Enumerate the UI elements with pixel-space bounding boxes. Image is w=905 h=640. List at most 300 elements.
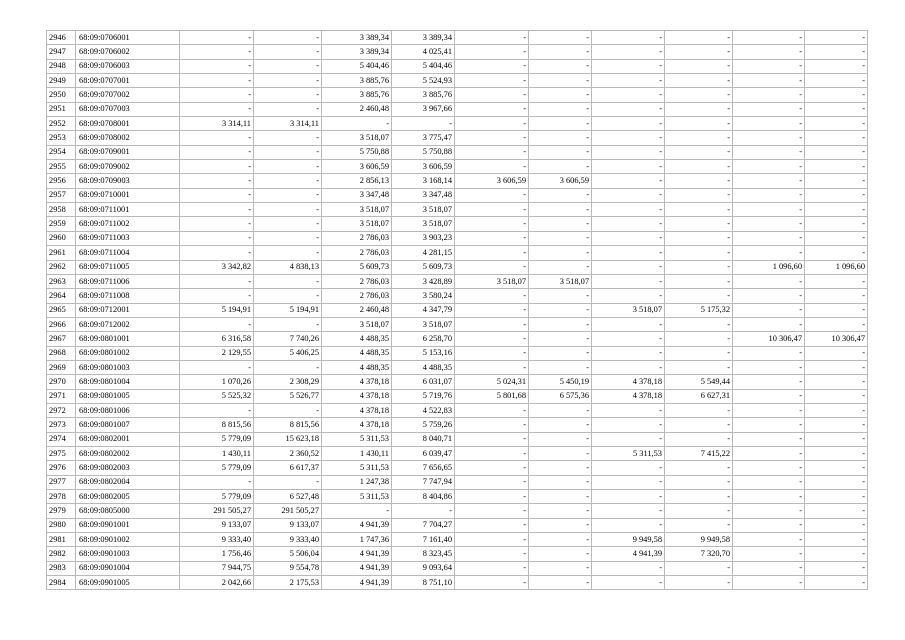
value-cell: -: [733, 303, 805, 317]
value-cell: -: [805, 31, 868, 45]
value-cell: 5 719,76: [392, 389, 455, 403]
value-cell: -: [455, 260, 529, 274]
value-cell: -: [805, 504, 868, 518]
value-cell: -: [592, 403, 665, 417]
value-cell: -: [180, 174, 254, 188]
value-cell: 4 378,18: [322, 403, 392, 417]
row-number-cell: 2954: [47, 145, 76, 159]
value-cell: -: [665, 31, 733, 45]
value-cell: -: [665, 490, 733, 504]
value-cell: -: [529, 160, 592, 174]
table-row: [47, 475, 868, 489]
value-cell: -: [455, 518, 529, 532]
value-cell: -: [529, 561, 592, 575]
value-cell: 7 415,22: [665, 446, 733, 460]
value-cell: -: [805, 547, 868, 561]
value-cell: -: [254, 203, 322, 217]
value-cell: -: [805, 576, 868, 590]
value-cell: -: [455, 418, 529, 432]
value-cell: -: [180, 360, 254, 374]
value-cell: -: [592, 203, 665, 217]
value-cell: -: [455, 289, 529, 303]
value-cell: -: [592, 174, 665, 188]
value-cell: -: [455, 131, 529, 145]
table-row: [47, 317, 868, 331]
value-cell: -: [529, 145, 592, 159]
value-cell: -: [665, 360, 733, 374]
value-cell: -: [805, 59, 868, 73]
value-cell: 3 347,48: [392, 188, 455, 202]
value-cell: -: [529, 102, 592, 116]
row-number-cell: 2947: [47, 45, 76, 59]
value-cell: -: [529, 188, 592, 202]
value-cell: -: [254, 360, 322, 374]
value-cell: -: [254, 217, 322, 231]
value-cell: -: [529, 332, 592, 346]
table-row: [47, 160, 868, 174]
value-cell: -: [733, 174, 805, 188]
value-cell: -: [805, 446, 868, 460]
value-cell: -: [665, 260, 733, 274]
value-cell: -: [455, 475, 529, 489]
cadastral-code-cell: 68:09:0801003: [76, 360, 180, 374]
value-cell: -: [805, 303, 868, 317]
value-cell: -: [529, 533, 592, 547]
table-row: [47, 74, 868, 88]
table-row: [47, 231, 868, 245]
cadastral-code-cell: 68:09:0707002: [76, 88, 180, 102]
value-cell: -: [733, 45, 805, 59]
value-cell: 8 040,71: [392, 432, 455, 446]
value-cell: 9 949,58: [665, 533, 733, 547]
row-number-cell: 2974: [47, 432, 76, 446]
value-cell: 3 518,07: [322, 317, 392, 331]
value-cell: 3 518,07: [322, 203, 392, 217]
value-cell: -: [665, 289, 733, 303]
table-row: [47, 346, 868, 360]
value-cell: 6 627,31: [665, 389, 733, 403]
value-cell: -: [455, 217, 529, 231]
value-cell: 1 430,11: [322, 446, 392, 460]
value-cell: 8 323,45: [392, 547, 455, 561]
value-cell: -: [254, 231, 322, 245]
value-cell: -: [592, 518, 665, 532]
value-cell: 5 406,25: [254, 346, 322, 360]
value-cell: -: [665, 403, 733, 417]
value-cell: 5 750,88: [392, 145, 455, 159]
value-cell: 2 856,13: [322, 174, 392, 188]
table-row: [47, 490, 868, 504]
value-cell: 8 404,86: [392, 490, 455, 504]
cadastral-code-cell: 68:09:0805000: [76, 504, 180, 518]
value-cell: -: [733, 561, 805, 575]
table-row: [47, 461, 868, 475]
value-cell: -: [592, 346, 665, 360]
row-number-cell: 2955: [47, 160, 76, 174]
row-number-cell: 2979: [47, 504, 76, 518]
value-cell: -: [180, 246, 254, 260]
value-cell: -: [733, 346, 805, 360]
value-cell: -: [733, 246, 805, 260]
value-cell: -: [733, 188, 805, 202]
value-cell: -: [733, 102, 805, 116]
value-cell: -: [455, 561, 529, 575]
value-cell: -: [733, 518, 805, 532]
value-cell: 3 428,89: [392, 274, 455, 288]
value-cell: 6 575,36: [529, 389, 592, 403]
value-cell: -: [254, 160, 322, 174]
value-cell: -: [592, 576, 665, 590]
value-cell: 2 460,48: [322, 102, 392, 116]
cadastral-code-cell: 68:09:0708001: [76, 117, 180, 131]
value-cell: -: [592, 88, 665, 102]
cadastral-code-cell: 68:09:0711004: [76, 246, 180, 260]
value-cell: -: [180, 403, 254, 417]
table-row: [47, 518, 868, 532]
value-cell: -: [592, 31, 665, 45]
value-cell: 4 941,39: [322, 561, 392, 575]
value-cell: 5 404,46: [392, 59, 455, 73]
value-cell: -: [665, 102, 733, 116]
row-number-cell: 2984: [47, 576, 76, 590]
value-cell: -: [529, 576, 592, 590]
value-cell: 291 505,27: [254, 504, 322, 518]
value-cell: -: [455, 246, 529, 260]
value-cell: 8 815,56: [180, 418, 254, 432]
value-cell: -: [529, 88, 592, 102]
value-cell: -: [665, 504, 733, 518]
value-cell: -: [180, 31, 254, 45]
value-cell: -: [592, 145, 665, 159]
table-row: [47, 88, 868, 102]
value-cell: 5 024,31: [455, 375, 529, 389]
value-cell: -: [665, 432, 733, 446]
value-cell: 7 747,94: [392, 475, 455, 489]
value-cell: -: [455, 59, 529, 73]
value-cell: -: [455, 88, 529, 102]
value-cell: -: [592, 504, 665, 518]
value-cell: -: [180, 231, 254, 245]
value-cell: -: [529, 303, 592, 317]
value-cell: 5 524,93: [392, 74, 455, 88]
value-cell: -: [592, 490, 665, 504]
row-number-cell: 2961: [47, 246, 76, 260]
value-cell: -: [254, 102, 322, 116]
value-cell: -: [665, 145, 733, 159]
value-cell: 2 460,48: [322, 303, 392, 317]
value-cell: -: [733, 231, 805, 245]
value-cell: 7 944,75: [180, 561, 254, 575]
value-cell: -: [665, 131, 733, 145]
value-cell: -: [180, 274, 254, 288]
value-cell: -: [805, 418, 868, 432]
value-cell: 6 039,47: [392, 446, 455, 460]
value-cell: -: [733, 461, 805, 475]
value-cell: -: [592, 231, 665, 245]
value-cell: 2 786,03: [322, 274, 392, 288]
table-row: [47, 260, 868, 274]
cadastral-code-cell: 68:09:0712001: [76, 303, 180, 317]
value-cell: -: [592, 561, 665, 575]
value-cell: -: [529, 346, 592, 360]
value-cell: -: [665, 317, 733, 331]
row-number-cell: 2963: [47, 274, 76, 288]
value-cell: 2 786,03: [322, 289, 392, 303]
value-cell: -: [529, 246, 592, 260]
cadastral-code-cell: 68:09:0707003: [76, 102, 180, 116]
cadastral-code-cell: 68:09:0710001: [76, 188, 180, 202]
value-cell: -: [455, 360, 529, 374]
value-cell: -: [733, 375, 805, 389]
value-cell: -: [592, 274, 665, 288]
value-cell: 4 838,13: [254, 260, 322, 274]
value-cell: -: [733, 576, 805, 590]
value-cell: -: [322, 504, 392, 518]
value-cell: -: [529, 475, 592, 489]
value-cell: 1 247,38: [322, 475, 392, 489]
value-cell: -: [665, 88, 733, 102]
value-cell: 3 389,34: [322, 45, 392, 59]
value-cell: -: [529, 446, 592, 460]
value-cell: -: [455, 145, 529, 159]
value-cell: 2 786,03: [322, 231, 392, 245]
value-cell: -: [665, 518, 733, 532]
value-cell: -: [733, 533, 805, 547]
value-cell: -: [592, 461, 665, 475]
value-cell: 3 606,59: [529, 174, 592, 188]
value-cell: 9 133,07: [180, 518, 254, 532]
value-cell: -: [805, 561, 868, 575]
row-number-cell: 2976: [47, 461, 76, 475]
value-cell: 3 168,14: [392, 174, 455, 188]
value-cell: -: [805, 45, 868, 59]
value-cell: -: [665, 346, 733, 360]
value-cell: 1 070,26: [180, 375, 254, 389]
value-cell: 3 606,59: [392, 160, 455, 174]
value-cell: -: [733, 59, 805, 73]
value-cell: 5 506,04: [254, 547, 322, 561]
value-cell: 3 885,76: [322, 74, 392, 88]
value-cell: -: [592, 188, 665, 202]
value-cell: -: [592, 360, 665, 374]
value-cell: -: [805, 533, 868, 547]
value-cell: -: [529, 418, 592, 432]
value-cell: -: [180, 59, 254, 73]
table-row: [47, 59, 868, 73]
row-number-cell: 2981: [47, 533, 76, 547]
value-cell: -: [455, 547, 529, 561]
value-cell: -: [733, 74, 805, 88]
value-cell: -: [733, 418, 805, 432]
value-cell: -: [592, 160, 665, 174]
value-cell: -: [180, 217, 254, 231]
cadastral-code-cell: 68:09:0709002: [76, 160, 180, 174]
value-cell: -: [455, 102, 529, 116]
value-cell: 5 450,19: [529, 375, 592, 389]
value-cell: 4 941,39: [592, 547, 665, 561]
value-cell: 5 779,09: [180, 461, 254, 475]
table-row: [47, 274, 868, 288]
cadastral-code-cell: 68:09:0802001: [76, 432, 180, 446]
value-cell: -: [529, 461, 592, 475]
value-cell: -: [665, 117, 733, 131]
value-cell: 5 759,26: [392, 418, 455, 432]
value-cell: -: [733, 360, 805, 374]
value-cell: -: [529, 31, 592, 45]
value-cell: -: [805, 389, 868, 403]
value-cell: 4 378,18: [322, 418, 392, 432]
row-number-cell: 2964: [47, 289, 76, 303]
value-cell: 5 311,53: [322, 461, 392, 475]
value-cell: 3 775,47: [392, 131, 455, 145]
value-cell: 3 518,07: [322, 217, 392, 231]
value-cell: -: [392, 117, 455, 131]
value-cell: -: [180, 88, 254, 102]
value-cell: -: [733, 475, 805, 489]
value-cell: -: [455, 31, 529, 45]
value-cell: -: [455, 504, 529, 518]
value-cell: 6 527,48: [254, 490, 322, 504]
value-cell: 9 133,07: [254, 518, 322, 532]
value-cell: -: [665, 461, 733, 475]
row-number-cell: 2952: [47, 117, 76, 131]
table-row: [47, 446, 868, 460]
cadastral-code-cell: 68:09:0711002: [76, 217, 180, 231]
cadastral-code-cell: 68:09:0708002: [76, 131, 180, 145]
value-cell: -: [455, 303, 529, 317]
table-row: [47, 217, 868, 231]
value-cell: 5 779,09: [180, 432, 254, 446]
value-cell: 7 320,70: [665, 547, 733, 561]
row-number-cell: 2956: [47, 174, 76, 188]
value-cell: 5 153,16: [392, 346, 455, 360]
cadastral-code-cell: 68:09:0712002: [76, 317, 180, 331]
value-cell: 5 194,91: [254, 303, 322, 317]
row-number-cell: 2978: [47, 490, 76, 504]
table-row: [47, 389, 868, 403]
value-cell: -: [254, 88, 322, 102]
value-cell: -: [733, 289, 805, 303]
value-cell: -: [455, 576, 529, 590]
value-cell: -: [805, 160, 868, 174]
value-cell: 5 175,32: [665, 303, 733, 317]
value-cell: 1 756,46: [180, 547, 254, 561]
value-cell: -: [322, 117, 392, 131]
row-number-cell: 2958: [47, 203, 76, 217]
value-cell: -: [665, 561, 733, 575]
cadastral-code-cell: 68:09:0801002: [76, 346, 180, 360]
value-cell: -: [805, 188, 868, 202]
value-cell: -: [733, 88, 805, 102]
value-cell: -: [455, 74, 529, 88]
cadastral-code-cell: 68:09:0706002: [76, 45, 180, 59]
value-cell: 5 750,88: [322, 145, 392, 159]
value-cell: 9 093,64: [392, 561, 455, 575]
value-cell: 4 941,39: [322, 518, 392, 532]
value-cell: -: [805, 490, 868, 504]
value-cell: -: [455, 188, 529, 202]
cadastral-code-cell: 68:09:0711003: [76, 231, 180, 245]
value-cell: 4 378,18: [592, 375, 665, 389]
value-cell: -: [254, 45, 322, 59]
value-cell: -: [592, 102, 665, 116]
value-cell: -: [529, 260, 592, 274]
value-cell: -: [733, 31, 805, 45]
value-cell: 6 617,37: [254, 461, 322, 475]
row-number-cell: 2968: [47, 346, 76, 360]
row-number-cell: 2983: [47, 561, 76, 575]
value-cell: 4 941,39: [322, 547, 392, 561]
cadastral-code-cell: 68:09:0901002: [76, 533, 180, 547]
value-cell: -: [592, 45, 665, 59]
value-cell: 3 314,11: [254, 117, 322, 131]
value-cell: 3 885,76: [392, 88, 455, 102]
value-cell: 10 306,47: [733, 332, 805, 346]
value-cell: -: [733, 504, 805, 518]
value-cell: -: [180, 74, 254, 88]
cadastral-code-cell: 68:09:0711001: [76, 203, 180, 217]
value-cell: -: [529, 59, 592, 73]
cadastral-code-cell: 68:09:0901005: [76, 576, 180, 590]
row-number-cell: 2967: [47, 332, 76, 346]
row-number-cell: 2951: [47, 102, 76, 116]
value-cell: -: [665, 45, 733, 59]
value-cell: -: [254, 31, 322, 45]
value-cell: 4 522,83: [392, 403, 455, 417]
value-cell: -: [733, 403, 805, 417]
value-cell: 1 430,11: [180, 446, 254, 460]
cadastral-code-cell: 68:09:0802003: [76, 461, 180, 475]
value-cell: 8 815,56: [254, 418, 322, 432]
value-cell: 9 333,40: [180, 533, 254, 547]
value-cell: -: [665, 246, 733, 260]
table-row: [47, 360, 868, 374]
value-cell: 4 281,15: [392, 246, 455, 260]
value-cell: -: [592, 289, 665, 303]
value-cell: -: [733, 432, 805, 446]
value-cell: -: [180, 475, 254, 489]
value-cell: 3 580,24: [392, 289, 455, 303]
value-cell: -: [805, 174, 868, 188]
value-cell: -: [805, 131, 868, 145]
table-row: [47, 246, 868, 260]
value-cell: 3 314,11: [180, 117, 254, 131]
value-cell: 9 554,78: [254, 561, 322, 575]
row-number-cell: 2975: [47, 446, 76, 460]
value-cell: 3 342,82: [180, 260, 254, 274]
table-row: [47, 432, 868, 446]
value-cell: 5 526,77: [254, 389, 322, 403]
value-cell: -: [455, 203, 529, 217]
value-cell: -: [180, 160, 254, 174]
value-cell: 4 347,79: [392, 303, 455, 317]
value-cell: -: [254, 59, 322, 73]
value-cell: -: [529, 117, 592, 131]
value-cell: -: [665, 59, 733, 73]
value-cell: -: [805, 360, 868, 374]
table-row: [47, 576, 868, 590]
value-cell: -: [455, 332, 529, 346]
table-row: [47, 561, 868, 575]
value-cell: 3 347,48: [322, 188, 392, 202]
value-cell: 5 311,53: [322, 490, 392, 504]
value-cell: -: [733, 389, 805, 403]
value-cell: -: [592, 246, 665, 260]
value-cell: 6 316,58: [180, 332, 254, 346]
value-cell: -: [665, 160, 733, 174]
table-row: [47, 145, 868, 159]
value-cell: -: [805, 246, 868, 260]
